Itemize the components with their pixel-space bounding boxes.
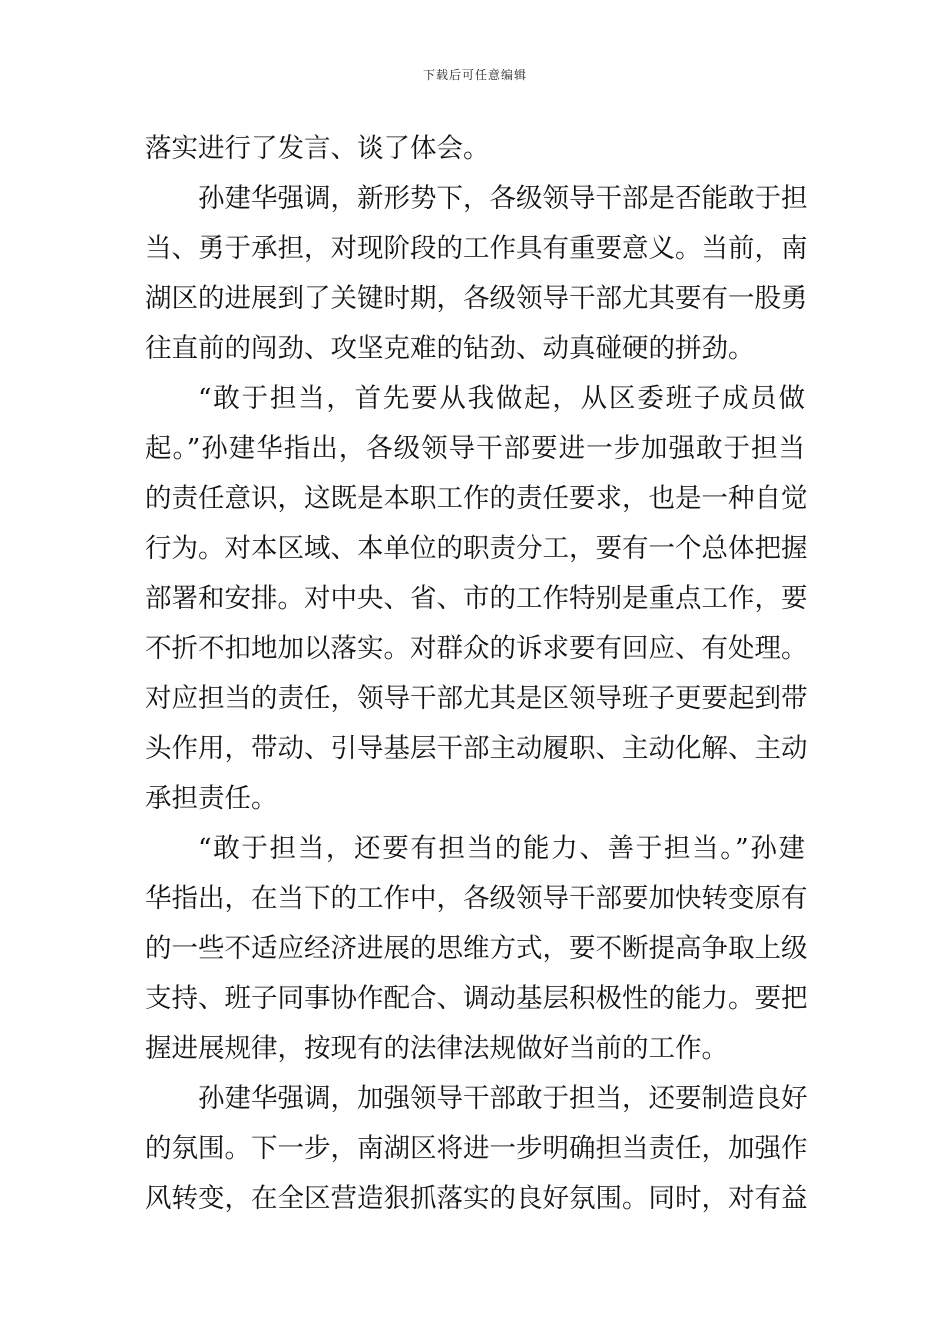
body-line: 对应担当的责任，领导干部尤其是区领导班子更要起到带 — [145, 683, 808, 714]
body-line: 孙建华强调，新形势下，各级领导干部是否能敢于担 — [198, 183, 808, 214]
body-line: 不折不扣地加以落实。对群众的诉求要有回应、有处理。 — [145, 633, 808, 664]
body-line: 落实进行了发言、谈了体会。 — [145, 133, 490, 164]
body-line: 支持、班子同事协作配合、调动基层积极性的能力。要把 — [145, 983, 808, 1014]
body-line: 风转变，在全区营造狠抓落实的良好氛围。同时，对有益 — [145, 1183, 808, 1214]
body-line: “敢于担当，还要有担当的能力、善于担当。”孙建 — [198, 833, 805, 864]
body-line: 起。”孙建华指出，各级领导干部要进一步加强敢于担当 — [145, 433, 805, 464]
body-line: 头作用，带动、引导基层干部主动履职、主动化解、主动 — [145, 733, 808, 764]
body-line: 华指出，在当下的工作中，各级领导干部要加快转变原有 — [145, 883, 808, 914]
body-line: 往直前的闯劲、攻坚克难的钻劲、动真碰硬的拼劲。 — [145, 333, 755, 364]
body-line: 湖区的进展到了关键时期，各级领导干部尤其要有一股勇 — [145, 283, 808, 314]
body-line: “敢于担当，首先要从我做起，从区委班子成员做 — [198, 383, 805, 414]
body-line: 的一些不适应经济进展的思维方式，要不断提高争取上级 — [145, 933, 808, 964]
body-line: 握进展规律，按现有的法律法规做好当前的工作。 — [145, 1033, 728, 1064]
body-line: 当、勇于承担，对现阶段的工作具有重要意义。当前，南 — [145, 233, 808, 264]
body-line: 孙建华强调，加强领导干部敢于担当，还要制造良好 — [198, 1083, 808, 1114]
body-line: 承担责任。 — [145, 783, 278, 814]
body-line: 的责任意识，这既是本职工作的责任要求，也是一种自觉 — [145, 483, 808, 514]
body-line: 行为。对本区域、本单位的职责分工，要有一个总体把握 — [145, 533, 808, 564]
body-line: 部署和安排。对中央、省、市的工作特别是重点工作，要 — [145, 583, 808, 614]
body-line: 的氛围。下一步，南湖区将进一步明确担当责任，加强作 — [145, 1133, 808, 1164]
page-header-note: 下载后可任意编辑 — [422, 68, 527, 82]
